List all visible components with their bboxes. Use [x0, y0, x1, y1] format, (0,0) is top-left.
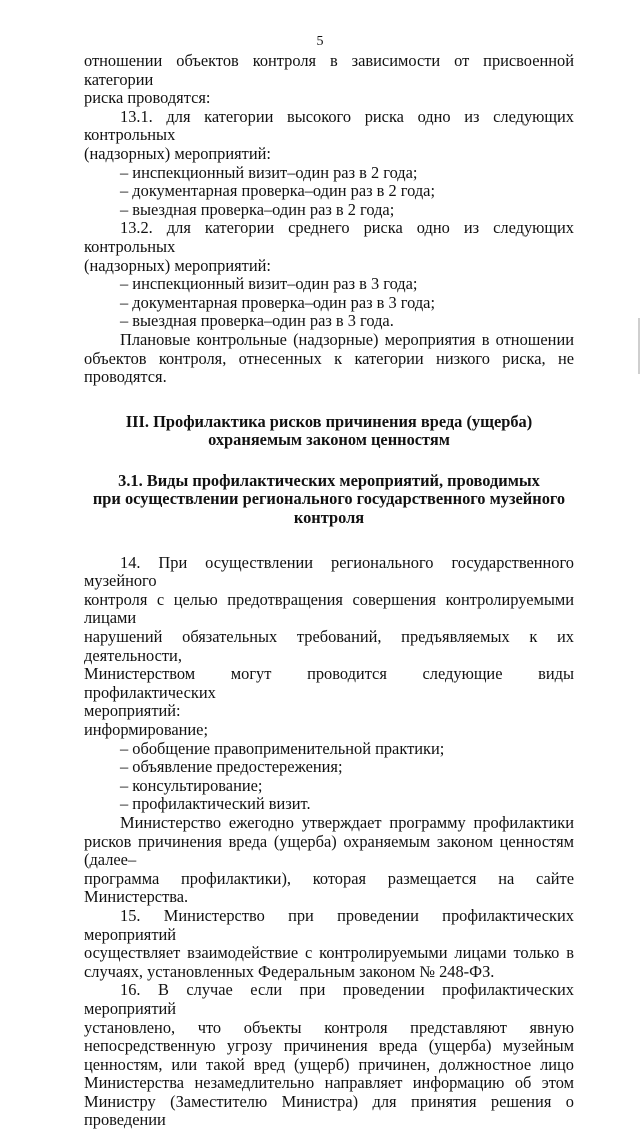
body-line: установлено, что объекты контроля представляют явную [84, 1017, 574, 1037]
body-line: Министерства незамедлительно направляет информацию об этом [84, 1073, 574, 1093]
subsection-heading-line: контроля [293, 508, 365, 528]
clause-13-1-continuation: (надзорных) мероприятий: [84, 143, 271, 163]
clause-13-1: 13.1. для категории высокого риска одно из следующих контрольных [84, 106, 574, 145]
body-line: мероприятий: [84, 701, 181, 721]
body-line: Министру (Заместителю Министра) для принятия решения о проведении [84, 1091, 574, 1130]
body-line: случаях, установленных Федеральным законом № 248-ФЗ. [84, 961, 495, 981]
clause-13-2: 13.2. для категории среднего риска одно из следующих контрольных [84, 218, 574, 256]
risk-category-block [84, 52, 574, 387]
list-item: – документарная проверка–один раз в 2 года; [120, 181, 436, 201]
low-risk-paragraph: Плановые контрольные (надзорные) мероприятия в отношении [120, 329, 574, 349]
body-line: непосредственную угрозу причинения вреда (ущерба) музейным [84, 1036, 574, 1056]
body-line: программа профилактики), которая размещается на сайте Министерства. [84, 868, 574, 907]
body-line: осуществляет взаимодействие с контролируемыми лицами только в [84, 943, 574, 963]
subsection-heading-line: при осуществлении регионального государственного музейного [92, 489, 566, 509]
subsection-heading-line: 3.1. Виды профилактических мероприятий, проводимых [118, 470, 540, 490]
body-line: рисков причинения вреда (ущерба) охраняемым законом ценностям (далее– [84, 831, 574, 870]
list-item: – объявление предостережения; [120, 757, 343, 777]
document-body [84, 52, 574, 1130]
section-heading-line: охраняемым законом ценностям [208, 430, 450, 450]
paragraph-16 [84, 981, 574, 1130]
section-heading-line: III. Профилактика рисков причинения вреда (ущерба) [125, 411, 533, 431]
paragraph-14 [84, 554, 574, 907]
body-line: Министерство ежегодно утверждает программу профилактики [120, 812, 574, 832]
list-item: – консультирование; [120, 775, 263, 795]
body-line: ценностям, или такой вред (ущерб) причинен, должностное лицо [84, 1054, 574, 1074]
list-item: – инспекционный визит–один раз в 3 года; [120, 274, 418, 294]
body-line: 14. При осуществлении регионального государственного музейного [84, 552, 574, 591]
body-line: отношении объектов контроля в зависимости от присвоенной категории [84, 51, 574, 89]
body-line: 15. Министерство при проведении профилактических мероприятий [84, 905, 574, 944]
low-risk-paragraph-end: объектов контроля, отнесенных к категории низкого риска, не проводятся. [84, 348, 574, 387]
clause-13-2-continuation: (надзорных) мероприятий: [84, 255, 271, 275]
body-line: Министерством могут проводится следующие виды профилактических [84, 664, 574, 702]
subsection-3-1-heading [84, 472, 574, 528]
body-line: 16. В случае если при проведении профилактических мероприятий [84, 980, 574, 1018]
body-line: информирование; [84, 720, 209, 739]
body-line: контроля с целью предотвращения совершения контролируемыми лицами [84, 589, 574, 628]
list-item: – профилактический визит. [120, 794, 311, 814]
section-3-heading [84, 413, 574, 450]
list-item: – документарная проверка–один раз в 3 года; [120, 292, 436, 312]
body-line: нарушений обязательных требований, предъявляемых к их деятельности, [84, 627, 574, 665]
page-number: 5 [316, 34, 324, 49]
paragraph-15 [84, 907, 574, 981]
list-item: – выездная проверка–один раз в 3 года. [120, 311, 394, 331]
list-item: – инспекционный визит–один раз в 2 года; [120, 162, 418, 182]
list-item: – обобщение правоприменительной практики; [120, 738, 445, 758]
list-item: – выездная проверка–один раз в 2 года; [120, 199, 395, 219]
body-line: риска проводятся: [84, 88, 211, 108]
